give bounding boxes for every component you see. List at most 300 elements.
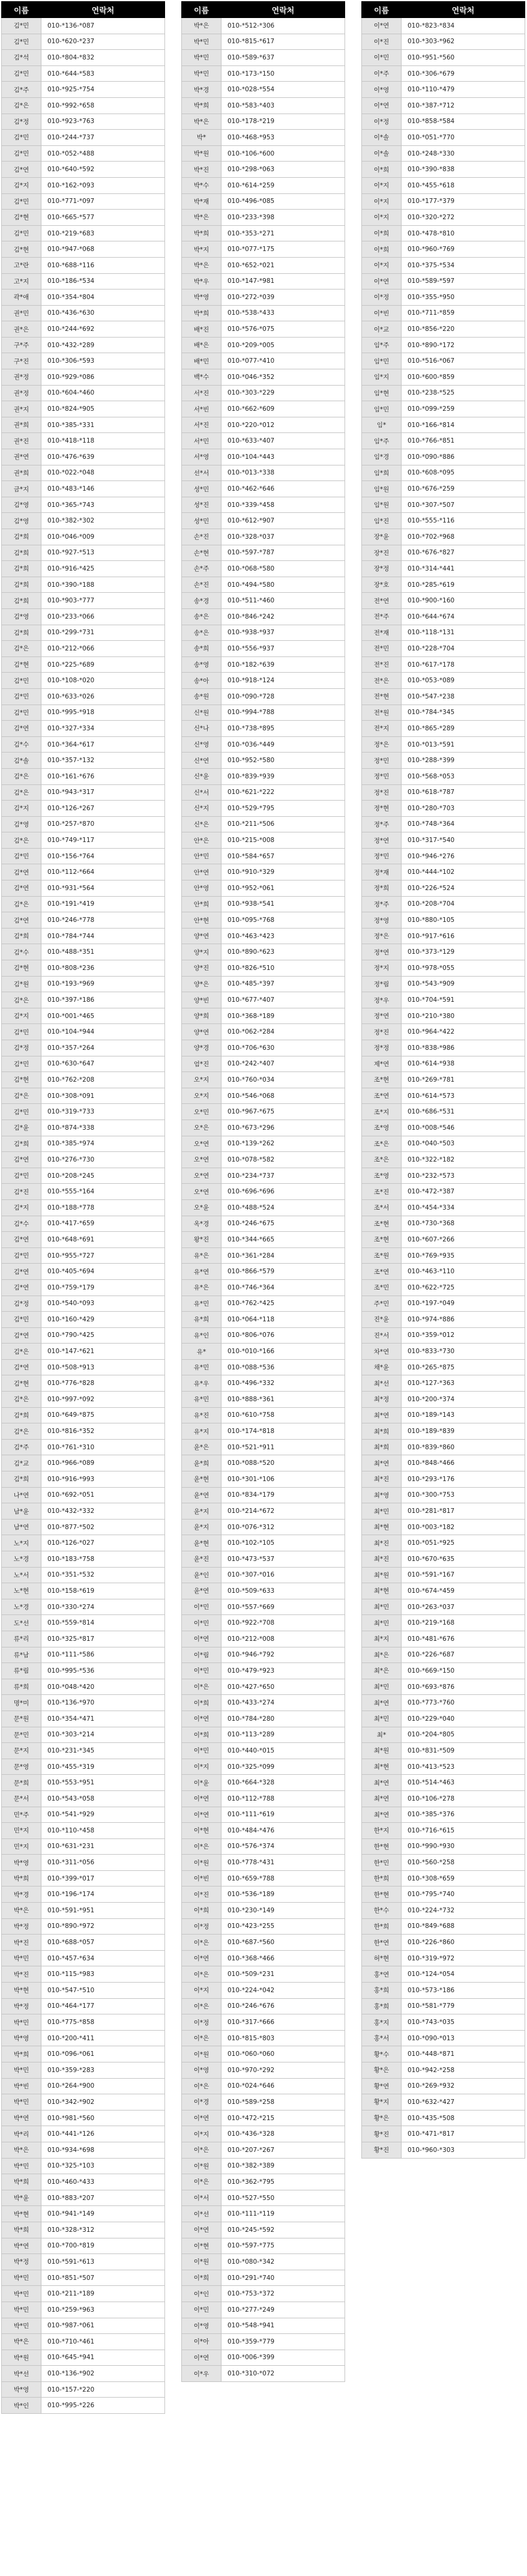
contact-name: 김*희 xyxy=(2,545,41,561)
contact-phone: 010-*485-*397 xyxy=(221,976,345,992)
table-row xyxy=(2,1199,165,1216)
contact-name: 황*진 xyxy=(362,2142,402,2158)
contact-name: 최*희 xyxy=(362,1423,402,1440)
contact-name: 송*영 xyxy=(182,656,221,673)
contact-name: 옥*경 xyxy=(182,1216,221,1232)
contact-name: 문*희 xyxy=(2,1775,41,1791)
contact-phone: 010-*189-*143 xyxy=(402,1407,525,1423)
contact-name: 고*란 xyxy=(2,257,41,273)
table-row xyxy=(182,1503,345,1520)
contact-name: 최*은 xyxy=(362,1647,402,1663)
contact-name: 김*영 xyxy=(2,513,41,529)
contact-name: 안*연 xyxy=(182,864,221,880)
contact-phone: 010-*234-*737 xyxy=(221,1168,345,1184)
contact-phone: 010-*160-*429 xyxy=(41,1312,165,1328)
contact-phone: 010-*204-*805 xyxy=(402,1727,525,1743)
contact-name: 정*연 xyxy=(362,832,402,849)
contact-name: 임*희 xyxy=(362,465,402,481)
table-row xyxy=(362,2094,525,2111)
contact-phone: 010-*865-*289 xyxy=(402,721,525,737)
phone-header: 연락처 xyxy=(402,2,525,18)
table-row xyxy=(2,1870,165,1887)
contact-name: 최*현 xyxy=(362,1583,402,1599)
table-row xyxy=(2,1232,165,1248)
contact-name: 남*연 xyxy=(2,1519,41,1535)
contact-name: 배*민 xyxy=(182,353,221,369)
contact-phone: 010-*124-*054 xyxy=(402,1966,525,1983)
contact-phone: 010-*246-*675 xyxy=(221,1216,345,1232)
table-row xyxy=(362,1392,525,1408)
table-row xyxy=(362,736,525,753)
table-row xyxy=(362,705,525,721)
contact-name: 임*민 xyxy=(362,353,402,369)
table-row xyxy=(182,2078,345,2094)
contact-phone: 010-*183-*758 xyxy=(41,1551,165,1568)
table-row xyxy=(362,1679,525,1695)
table-row xyxy=(2,896,165,912)
contact-name: 박*우 xyxy=(182,273,221,289)
contact-phone: 010-*088-*536 xyxy=(221,1359,345,1375)
table-row xyxy=(362,1199,525,1216)
contact-name: 최*희 xyxy=(362,1439,402,1455)
table-row xyxy=(182,225,345,241)
contact-phone: 010-*659-*788 xyxy=(221,1870,345,1887)
table-header-row xyxy=(2,2,165,18)
table-row xyxy=(182,97,345,114)
contact-phone: 010-*995-*226 xyxy=(41,2398,165,2414)
table-row xyxy=(182,2190,345,2206)
contact-phone: 010-*538-*433 xyxy=(221,305,345,321)
contact-phone: 010-*484-*476 xyxy=(221,1823,345,1839)
contact-name: 남*윤 xyxy=(2,1503,41,1520)
table-row xyxy=(182,944,345,960)
table-row xyxy=(182,1024,345,1040)
contact-phone: 010-*220-*012 xyxy=(221,417,345,433)
table-row xyxy=(362,130,525,146)
contact-name: 정*재 xyxy=(362,864,402,880)
contact-name: 송*원 xyxy=(182,688,221,705)
contact-phone: 010-*111-*586 xyxy=(41,1647,165,1663)
contact-name: 배*진 xyxy=(182,321,221,338)
contact-phone: 010-*214-*672 xyxy=(221,1503,345,1520)
contact-phone: 010-*413-*523 xyxy=(402,1759,525,1775)
table-row xyxy=(182,1327,345,1344)
table-row xyxy=(182,1727,345,1743)
contact-phone: 010-*113-*289 xyxy=(221,1727,345,1743)
table-row xyxy=(362,641,525,657)
contact-phone: 010-*997-*092 xyxy=(41,1392,165,1408)
contact-name: 최*정 xyxy=(362,1392,402,1408)
contact-phone: 010-*967-*675 xyxy=(221,1104,345,1120)
contact-name: 한*현 xyxy=(362,1838,402,1855)
contact-phone: 010-*710-*461 xyxy=(41,2334,165,2350)
contact-phone: 010-*368-*189 xyxy=(221,1008,345,1024)
table-row xyxy=(2,465,165,481)
table-row xyxy=(362,34,525,50)
contact-name: 선*서 xyxy=(182,465,221,481)
table-row xyxy=(362,177,525,193)
contact-name: 이*연 xyxy=(182,1711,221,1727)
table-row xyxy=(362,1232,525,1248)
table-row xyxy=(182,1966,345,1983)
contact-phone: 010-*110-*458 xyxy=(41,1823,165,1839)
table-row xyxy=(2,177,165,193)
contact-name: 김*연 xyxy=(2,1152,41,1168)
contact-name: 이*연 xyxy=(182,1807,221,1823)
contact-name: 김*희 xyxy=(2,561,41,577)
table-row xyxy=(182,417,345,433)
table-row xyxy=(182,1887,345,1903)
table-row xyxy=(362,1455,525,1471)
contact-phone: 010-*460-*433 xyxy=(41,2174,165,2190)
contact-name: 조*은 xyxy=(362,1136,402,1152)
table-row xyxy=(182,992,345,1008)
contact-name: 김*영 xyxy=(2,816,41,832)
table-row xyxy=(182,2030,345,2046)
table-row xyxy=(2,1743,165,1759)
table-row xyxy=(182,1216,345,1232)
contact-phone: 010-*762-*425 xyxy=(221,1296,345,1312)
contact-name: 김*연 xyxy=(2,880,41,897)
contact-name: 이*희 xyxy=(362,241,402,258)
contact-phone: 010-*078-*582 xyxy=(221,1152,345,1168)
contact-name: 김*민 xyxy=(2,65,41,82)
contact-name: 이*정 xyxy=(362,114,402,130)
table-row xyxy=(182,1439,345,1455)
contact-phone: 010-*943-*317 xyxy=(41,784,165,801)
table-row xyxy=(362,1072,525,1088)
table-row xyxy=(182,1008,345,1024)
contact-phone: 010-*974-*886 xyxy=(402,1312,525,1328)
contact-phone: 010-*265-*875 xyxy=(402,1359,525,1375)
contact-phone: 010-*761-*310 xyxy=(41,1439,165,1455)
table-row xyxy=(2,82,165,98)
contact-phone: 010-*359-*779 xyxy=(221,2334,345,2350)
table-row xyxy=(2,1327,165,1344)
contact-name: 한*연 xyxy=(362,1935,402,1951)
contact-name: 최*민 xyxy=(362,1615,402,1631)
contact-phone: 010-*051-*925 xyxy=(402,1535,525,1551)
table-row xyxy=(362,321,525,338)
contact-phone: 010-*226-*860 xyxy=(402,1935,525,1951)
table-row xyxy=(362,1983,525,1999)
contact-name: 정*은 xyxy=(362,928,402,944)
contact-name: 박*리 xyxy=(2,2126,41,2142)
contact-phone: 010-*211-*189 xyxy=(41,2286,165,2302)
contact-name: 홍*서 xyxy=(362,2030,402,2046)
table-row xyxy=(2,241,165,258)
table-row xyxy=(2,1615,165,1631)
contact-phone: 010-*831-*509 xyxy=(402,1743,525,1759)
contact-phone: 010-*645-*941 xyxy=(41,2350,165,2366)
contact-phone: 010-*200-*374 xyxy=(402,1392,525,1408)
contact-name: 최*선 xyxy=(362,1375,402,1392)
contact-phone: 010-*826-*510 xyxy=(221,960,345,977)
table-row xyxy=(2,369,165,386)
contact-phone: 010-*226-*524 xyxy=(402,880,525,897)
contact-name: 박*진 xyxy=(182,162,221,178)
contact-name: 박*민 xyxy=(2,2014,41,2031)
table-row xyxy=(182,481,345,497)
contact-phone: 010-*903-*777 xyxy=(41,593,165,609)
table-row xyxy=(182,2302,345,2318)
contact-name: 이*민 xyxy=(182,1599,221,1615)
contact-phone: 010-*269-*781 xyxy=(402,1072,525,1088)
contact-phone: 010-*354-*471 xyxy=(41,1711,165,1727)
table-row xyxy=(182,1455,345,1471)
contact-phone: 010-*328-*037 xyxy=(221,529,345,545)
contact-name: 이*연 xyxy=(182,1631,221,1647)
contact-phone: 010-*607-*266 xyxy=(402,1232,525,1248)
contact-rows xyxy=(182,18,345,2382)
table-row xyxy=(2,1008,165,1024)
contact-phone: 010-*488-*524 xyxy=(221,1199,345,1216)
contact-phone: 010-*584-*657 xyxy=(221,848,345,864)
table-row xyxy=(2,1567,165,1583)
contact-name: 김*영 xyxy=(2,497,41,513)
contact-name: 이*솔 xyxy=(362,130,402,146)
table-row xyxy=(362,864,525,880)
contact-name: 권*정 xyxy=(2,369,41,386)
contact-phone: 010-*938-*541 xyxy=(221,896,345,912)
contact-name: 윤*현 xyxy=(182,1471,221,1488)
contact-phone: 010-*308-*659 xyxy=(402,1870,525,1887)
contact-name: 이*은 xyxy=(182,2030,221,2046)
table-row xyxy=(2,2014,165,2031)
contact-phone: 010-*325-*099 xyxy=(221,1759,345,1775)
table-row xyxy=(2,1535,165,1551)
contact-phone: 010-*910-*329 xyxy=(221,864,345,880)
contact-name: 홍*연 xyxy=(362,1966,402,1983)
contact-name: 최*연 xyxy=(362,1790,402,1807)
table-row xyxy=(2,2062,165,2079)
table-row xyxy=(2,816,165,832)
table-row xyxy=(2,1264,165,1280)
table-row xyxy=(2,784,165,801)
table-row xyxy=(2,401,165,417)
table-row xyxy=(362,1471,525,1488)
contact-phone: 010-*111-*619 xyxy=(221,1807,345,1823)
contact-phone: 010-*527-*550 xyxy=(221,2190,345,2206)
contact-phone: 010-*834-*179 xyxy=(221,1487,345,1503)
table-row xyxy=(362,545,525,561)
contact-phone: 010-*224-*042 xyxy=(221,1983,345,1999)
contact-phone: 010-*208-*245 xyxy=(41,1168,165,1184)
contact-phone: 010-*614-*573 xyxy=(402,1088,525,1104)
contact-phone: 010-*877-*502 xyxy=(41,1519,165,1535)
contact-name: 최* xyxy=(362,1727,402,1743)
contact-phone: 010-*233-*398 xyxy=(221,210,345,226)
contact-name: 김*교 xyxy=(2,1455,41,1471)
contact-name: 박*민 xyxy=(182,65,221,82)
contact-name: 전*주 xyxy=(362,608,402,625)
contact-name: 이*은 xyxy=(182,1966,221,1983)
table-row xyxy=(182,241,345,258)
contact-name: 권*민 xyxy=(2,305,41,321)
contact-phone: 010-*052-*488 xyxy=(41,145,165,162)
contact-phone: 010-*231-*345 xyxy=(41,1743,165,1759)
contact-name: 명*미 xyxy=(2,1695,41,1711)
table-row xyxy=(182,449,345,465)
table-row xyxy=(2,832,165,849)
contact-name: 정*주 xyxy=(362,816,402,832)
table-row xyxy=(362,1439,525,1455)
table-row xyxy=(182,577,345,593)
contact-name: 주*민 xyxy=(362,1296,402,1312)
contact-phone: 010-*211-*506 xyxy=(221,816,345,832)
table-row xyxy=(362,1264,525,1280)
table-row xyxy=(182,1232,345,1248)
contact-name: 윤*연 xyxy=(182,1583,221,1599)
contact-phone: 010-*760-*034 xyxy=(221,1072,345,1088)
contact-name: 김*현 xyxy=(2,241,41,258)
contact-phone: 010-*614-*259 xyxy=(221,177,345,193)
contact-phone: 010-*230-*149 xyxy=(221,1903,345,1919)
table-row xyxy=(182,1551,345,1568)
contact-phone: 010-*942-*258 xyxy=(402,2062,525,2079)
table-row xyxy=(2,736,165,753)
table-row xyxy=(362,1823,525,1839)
contact-phone: 010-*147-*981 xyxy=(221,273,345,289)
contact-name: 한*지 xyxy=(362,1823,402,1839)
contact-phone: 010-*387-*712 xyxy=(402,97,525,114)
contact-phone: 010-*529-*795 xyxy=(221,801,345,817)
contact-phone: 010-*051-*770 xyxy=(402,130,525,146)
contact-phone: 010-*478-*810 xyxy=(402,225,525,241)
contact-name: 왕*진 xyxy=(182,1232,221,1248)
contact-phone: 010-*581-*779 xyxy=(402,1998,525,2014)
contact-name: 오*연 xyxy=(182,1136,221,1152)
table-row xyxy=(182,1168,345,1184)
contact-phone: 010-*257-*870 xyxy=(41,816,165,832)
contact-phone: 010-*931-*564 xyxy=(41,880,165,897)
contact-name: 유*진 xyxy=(182,1407,221,1423)
contact-phone: 010-*472-*215 xyxy=(221,2110,345,2126)
contact-phone: 010-*099-*259 xyxy=(402,401,525,417)
contact-name: 윤*현 xyxy=(182,1535,221,1551)
contact-phone: 010-*738-*895 xyxy=(221,721,345,737)
contact-phone: 010-*228-*704 xyxy=(402,641,525,657)
contact-name: 이*연 xyxy=(182,1950,221,1966)
table-row xyxy=(362,369,525,386)
table-row xyxy=(2,353,165,369)
contact-phone: 010-*090-*013 xyxy=(402,2030,525,2046)
table-row xyxy=(2,1344,165,1360)
contact-phone: 010-*692-*051 xyxy=(41,1487,165,1503)
contact-name: 양*연 xyxy=(182,1024,221,1040)
contact-phone: 010-*306-*679 xyxy=(402,65,525,82)
contact-phone: 010-*833-*730 xyxy=(402,1344,525,1360)
contact-phone: 010-*303-*962 xyxy=(402,34,525,50)
contact-phone: 010-*929-*086 xyxy=(41,369,165,386)
contact-phone: 010-*716-*615 xyxy=(402,1823,525,1839)
contact-phone: 010-*702-*968 xyxy=(402,529,525,545)
table-row xyxy=(362,976,525,992)
table-row xyxy=(2,1855,165,1871)
contact-phone: 010-*136-*970 xyxy=(41,1695,165,1711)
table-row xyxy=(2,2046,165,2062)
table-row xyxy=(2,992,165,1008)
contact-phone: 010-*126-*027 xyxy=(41,1535,165,1551)
contact-name: 서*진 xyxy=(182,385,221,401)
contact-name: 유*우 xyxy=(182,1375,221,1392)
contact-phone: 010-*036-*449 xyxy=(221,736,345,753)
contact-name: 문*민 xyxy=(2,1727,41,1743)
table-row xyxy=(182,1136,345,1152)
contact-phone: 010-*568-*053 xyxy=(402,768,525,784)
contact-phone: 010-*576-*075 xyxy=(221,321,345,338)
contact-phone: 010-*541-*929 xyxy=(41,1807,165,1823)
contact-phone: 010-*104-*944 xyxy=(41,1024,165,1040)
table-row xyxy=(362,1998,525,2014)
contact-phone: 010-*556-*937 xyxy=(221,641,345,657)
contact-phone: 010-*110-*479 xyxy=(402,82,525,98)
contact-name: 노*지 xyxy=(2,1535,41,1551)
contact-phone: 010-*851-*507 xyxy=(41,2270,165,2286)
table-row xyxy=(2,1279,165,1296)
contact-name: 최*연 xyxy=(362,1455,402,1471)
table-row xyxy=(2,1120,165,1136)
contact-name: 조*원 xyxy=(362,1247,402,1264)
contact-name: 안*은 xyxy=(182,832,221,849)
contact-name: 정*은 xyxy=(362,736,402,753)
contact-phone: 010-*888-*361 xyxy=(221,1392,345,1408)
table-row xyxy=(2,768,165,784)
contact-name: 권*진 xyxy=(2,433,41,449)
table-row xyxy=(362,1583,525,1599)
table-row xyxy=(362,1647,525,1663)
table-row xyxy=(182,1950,345,1966)
table-row xyxy=(2,1423,165,1440)
contact-name: 박*연 xyxy=(2,2238,41,2254)
table-row xyxy=(2,608,165,625)
contact-phone: 010-*749-*117 xyxy=(41,832,165,849)
contact-phone: 010-*676-*827 xyxy=(402,545,525,561)
contact-phone: 010-*339-*458 xyxy=(221,497,345,513)
contact-phone: 010-*700-*819 xyxy=(41,2238,165,2254)
table-row xyxy=(362,513,525,529)
contact-name: 박*정 xyxy=(2,1998,41,2014)
contact-phone: 010-*319-*733 xyxy=(41,1104,165,1120)
contact-name: 김*민 xyxy=(2,688,41,705)
contact-name: 박*영 xyxy=(2,2030,41,2046)
contact-name: 박*영 xyxy=(2,2381,41,2398)
contact-name: 조*은 xyxy=(362,1152,402,1168)
contact-phone: 010-*126-*267 xyxy=(41,801,165,817)
contact-phone: 010-*207-*267 xyxy=(221,2142,345,2158)
contact-phone: 010-*158-*619 xyxy=(41,1583,165,1599)
contact-name: 한*수 xyxy=(362,1903,402,1919)
table-row xyxy=(362,225,525,241)
table-row xyxy=(182,2254,345,2270)
table-row xyxy=(2,656,165,673)
table-row xyxy=(182,65,345,82)
table-row xyxy=(2,545,165,561)
contact-name: 류*남 xyxy=(2,1647,41,1663)
table-row xyxy=(2,257,165,273)
table-row xyxy=(362,1807,525,1823)
contact-phone: 010-*418-*118 xyxy=(41,433,165,449)
table-row xyxy=(2,2078,165,2094)
contact-phone: 010-*633-*407 xyxy=(221,433,345,449)
contact-phone: 010-*970-*292 xyxy=(221,2062,345,2079)
contact-phone: 010-*597-*787 xyxy=(221,545,345,561)
contact-name: 박*재 xyxy=(182,193,221,210)
contact-phone: 010-*226-*687 xyxy=(402,1647,525,1663)
contact-name: 박*인 xyxy=(2,2398,41,2414)
table-row xyxy=(182,1407,345,1423)
contact-phone: 010-*090-*886 xyxy=(402,449,525,465)
